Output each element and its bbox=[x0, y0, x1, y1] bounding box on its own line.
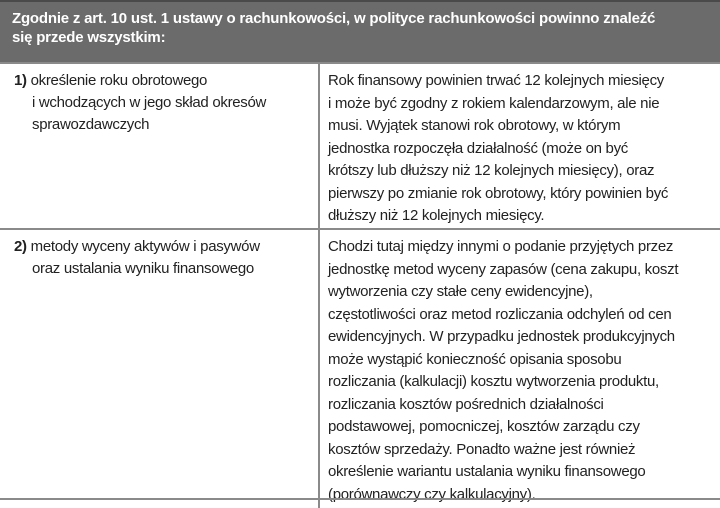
row-1-description-line: jednostka rozpoczęła działalność (może on być bbox=[328, 139, 628, 157]
table-row-partial bbox=[0, 498, 720, 508]
row-2-description-line: Chodzi tutaj między innymi o podanie przyjętych przez bbox=[328, 238, 674, 255]
row-2-description-line: (porównawczy czy kalkulacyjny). bbox=[328, 485, 536, 503]
row-2-number: 2) bbox=[14, 238, 27, 255]
row-2-description-line: jednostkę metod wyceny zapasów (cena zakupu, koszt bbox=[328, 260, 679, 278]
table-row bbox=[0, 228, 720, 503]
row-2-topic-line: metody wyceny aktywów i pasywów bbox=[30, 238, 260, 255]
row-2-topic-line: oraz ustalania wyniku finansowego bbox=[32, 260, 254, 277]
table-row bbox=[0, 62, 720, 228]
row-2-description-line: ewidencyjnych. W przypadku jednostek produkcyjnych bbox=[328, 328, 675, 345]
table-header bbox=[0, 0, 720, 62]
row-2-description-line: kosztów sprzedaży. Ponadto ważne jest również bbox=[328, 440, 636, 458]
row-1-description-line: krótszy lub dłuższy niż 12 kolejnych miesięcy), oraz bbox=[328, 162, 655, 179]
row-2-description-cell bbox=[328, 236, 712, 506]
row-1-description-line: Rok finansowy powinien trwać 12 kolejnych miesięcy bbox=[328, 72, 664, 89]
row-1-number: 1) bbox=[14, 72, 27, 89]
row-2-description-line: podstawowej, pomocniczej, kosztów zarządu czy bbox=[328, 418, 640, 435]
row-1-description-cell bbox=[328, 70, 712, 228]
row-1-topic-line: i wchodzących w jego skład okresów bbox=[32, 94, 267, 111]
row-1-topic-line: sprawozdawczych bbox=[32, 116, 150, 133]
row-1-topic-cell bbox=[14, 70, 306, 136]
row-2-description-line: rozliczania (kalkulacji) kosztu wytworzenia produktu, bbox=[328, 373, 659, 390]
row-1-topic-line: określenie roku obrotowego bbox=[30, 72, 208, 89]
row-1-description-line: dłuższy niż 12 kolejnych miesięcy. bbox=[328, 207, 545, 224]
row-2-description-line: rozliczania kosztów pośrednich działalności bbox=[328, 395, 604, 413]
column-divider bbox=[318, 62, 320, 508]
row-2-description-line: częstotliwości oraz metod rozliczania odchyleń od cen bbox=[328, 305, 672, 323]
header-line-2: się przede wszystkim: bbox=[12, 29, 166, 46]
row-2-description-line: może wystąpić konieczność opisania sposobu bbox=[328, 350, 622, 368]
row-2-description-line: wytworzenia czy stałe ceny ewidencyjne), bbox=[328, 283, 593, 300]
row-2-description-line: określenie wariantu ustalania wyniku finansowego bbox=[328, 463, 646, 480]
row-2-topic-cell bbox=[14, 236, 306, 280]
header-line-1: Zgodnie z art. 10 ust. 1 ustawy o rachunkowości, w polityce rachunkowości powinno znaleźć bbox=[12, 10, 656, 27]
row-1-description-line: i może być zgodny z rokiem kalendarzowym, ale nie bbox=[328, 94, 660, 112]
row-1-description-line: pierwszy po zmianie rok obrotowy, który powinien być bbox=[328, 184, 669, 202]
row-1-description-line: musi. Wyjątek stanowi rok obrotowy, w którym bbox=[328, 117, 621, 134]
